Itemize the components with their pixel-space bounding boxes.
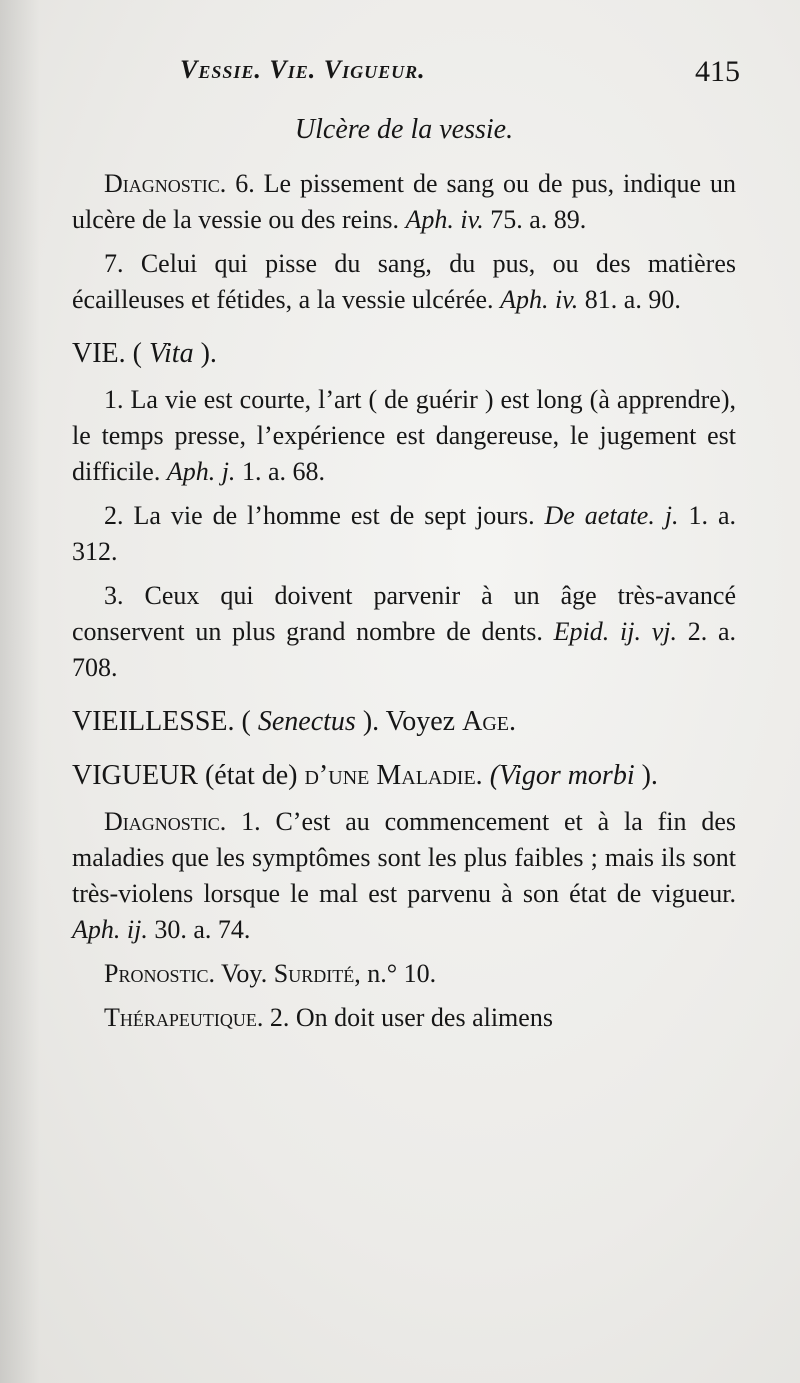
- section-title: Ulcère de la vessie.: [294, 114, 514, 145]
- entry-latin: Senectus: [257, 706, 356, 737]
- reference: Aph. iv.: [405, 205, 484, 234]
- paragraph-text: 1. La vie est courte, l’art ( de guérir ) est long (à apprendre), le temps presse, l’expérience est dangereuse, le jugement est difficile.: [72, 385, 736, 486]
- cross-reference: Age.: [462, 706, 517, 737]
- reference-number: 1. a. 68.: [235, 457, 325, 486]
- entry-heading-smallcaps: d’une Maladie.: [304, 760, 483, 791]
- entry-heading-end: ).: [634, 760, 658, 791]
- entry-heading-text: VIGUEUR (état de): [72, 760, 305, 791]
- paragraph-text: Voy.: [214, 959, 274, 988]
- reference: Aph. j.: [166, 457, 236, 486]
- entry-heading-text: VIEILLESSE. (: [72, 706, 258, 737]
- entry-heading-vie: [72, 336, 736, 372]
- page-body: [72, 112, 736, 1044]
- reference-number: 30. a. 74.: [147, 915, 251, 944]
- gutter-shadow: [0, 0, 40, 1383]
- reference-number: 2. a. 708.: [72, 617, 736, 682]
- vigueur-pronostic: [72, 956, 736, 992]
- cross-reference: Surdité: [273, 959, 355, 988]
- vigueur-therapeutique: [72, 1000, 736, 1036]
- reference-number: 75. a. 89.: [483, 205, 587, 234]
- entry-heading-vieillesse: [72, 704, 736, 740]
- diagnostic-label: Diagnostic. 1.: [104, 807, 261, 836]
- running-head: Vessie. Vie. Vigueur.: [180, 55, 426, 84]
- pronostic-label: Pronostic.: [104, 959, 215, 988]
- vigueur-diagnostic-1: [72, 804, 736, 948]
- reference: De aetate. j.: [544, 501, 679, 530]
- diagnostic-label: Diagnostic. 6.: [104, 169, 255, 198]
- entry-heading-end: ). Voyez: [355, 706, 463, 737]
- reference-number: 81. a. 90.: [578, 285, 681, 314]
- therapeutique-label: Thérapeutique. 2.: [104, 1003, 290, 1032]
- paragraph-text: On doit user des alimens: [289, 1003, 553, 1032]
- page-header: [180, 55, 740, 99]
- vie-item-3: [72, 578, 736, 686]
- paragraph-text-end: , n.° 10.: [354, 959, 437, 988]
- entry-latin: (Vigor morbi: [482, 760, 635, 791]
- reference: Aph. iv.: [500, 285, 579, 314]
- reference: Aph. ij.: [72, 915, 148, 944]
- paragraph-text: 7. Celui qui pisse du sang, du pus, ou des matières écailleuses et fétides, a la vessie ulcérée.: [72, 249, 736, 314]
- entry-heading-vigueur: [72, 758, 736, 794]
- paragraph-text: 2. La vie de l’homme est de sept jours.: [104, 501, 545, 530]
- vie-item-2: [72, 498, 736, 570]
- entry-latin: Vita: [148, 338, 194, 369]
- entry-heading-text: VIE. (: [72, 338, 149, 369]
- reference-number: 1. a. 312.: [72, 501, 736, 566]
- paragraph-text: 3. Ceux qui doivent parvenir à un âge très-avancé conservent un plus grand nombre de dents.: [72, 581, 736, 646]
- paragraph-text: C’est au commencement et à la fin des maladies que les symptômes sont les plus faibles ; mais ils sont très-violens lorsque le mal est parvenu à son état de vigueur.: [72, 807, 736, 908]
- page-number: 415: [695, 55, 740, 88]
- paragraph-7: [72, 246, 736, 318]
- vie-item-1: [72, 382, 736, 490]
- paragraph-text: Le pissement de sang ou de pus, indique un ulcère de la vessie ou des reins.: [72, 169, 736, 234]
- reference: Epid. ij. vj.: [553, 617, 677, 646]
- entry-heading-end: ).: [193, 338, 217, 369]
- paragraph-diagnostic-6: [72, 166, 736, 238]
